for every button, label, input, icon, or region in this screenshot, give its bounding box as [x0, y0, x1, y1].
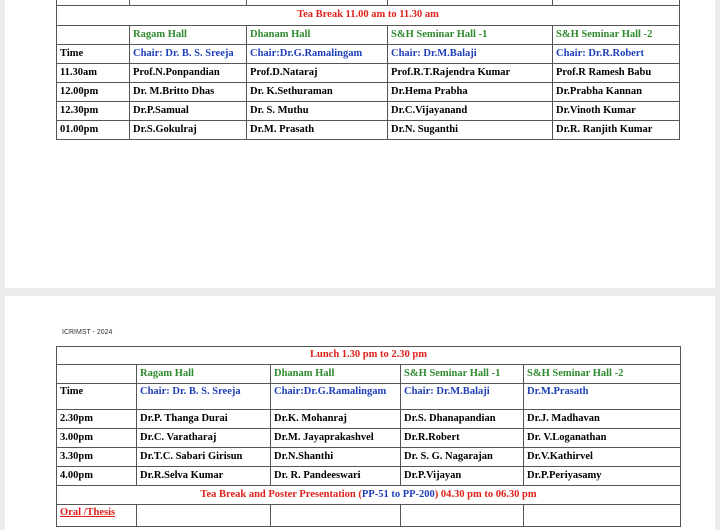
poster-prefix: Tea Break and Poster Presentation (	[200, 488, 362, 500]
lunch-break-label: Lunch 1.30 pm to 2.30 pm	[57, 347, 681, 365]
hall-sh-2: S&H Seminar Hall -2	[553, 26, 680, 45]
speaker-cell: Dr.Hema Prabha	[388, 83, 553, 102]
speaker-cell: Dr.C.Vijayanand	[388, 102, 553, 121]
speaker-cell: Prof.N.Ponpandian	[130, 64, 247, 83]
speaker-cell: Dr. S. Muthu	[247, 102, 388, 121]
speaker-cell: Dr.T.C. Sabari Girisun	[137, 448, 271, 467]
chair-ragam: Chair: Dr. B. S. Sreeja	[137, 384, 271, 410]
table-row	[57, 121, 680, 140]
break-row	[57, 6, 680, 26]
tea-break-label: Tea Break 11.00 am to 11.30 am	[57, 6, 680, 26]
time-header: Time	[57, 384, 137, 410]
poster-range: PP-51 to PP-200	[361, 488, 435, 500]
oral-thesis-label: Oral /Thesis	[57, 505, 137, 527]
time-cell: 2.30pm	[57, 410, 137, 429]
time-cell: 12.30pm	[57, 102, 130, 121]
speaker-cell: Dr. M.Britto Dhas	[130, 83, 247, 102]
table-row	[57, 102, 680, 121]
speaker-cell: Dr.P.Periyasamy	[524, 467, 681, 486]
speaker-cell: Dr.R. Ranjith Kumar	[553, 121, 680, 140]
poster-presentation-label	[57, 486, 681, 505]
table-row	[57, 467, 681, 486]
chair-row	[57, 45, 680, 64]
page-1	[5, 0, 715, 288]
poster-row	[57, 486, 681, 505]
speaker-cell: Dr.Vinoth Kumar	[553, 102, 680, 121]
time-cell: 4.00pm	[57, 467, 137, 486]
speaker-cell: Dr. V.Loganathan	[524, 429, 681, 448]
break-row	[57, 347, 681, 365]
speaker-cell: Dr.K. Mohanraj	[271, 410, 401, 429]
speaker-cell: Prof.D.Nataraj	[247, 64, 388, 83]
time-header: Time	[57, 45, 130, 64]
time-cell: 3.30pm	[57, 448, 137, 467]
hall-dhanam: Dhanam Hall	[271, 365, 401, 384]
hall-ragam: Ragam Hall	[130, 26, 247, 45]
time-cell: 12.00pm	[57, 83, 130, 102]
document-header: ICRIMST - 2024	[62, 329, 113, 336]
speaker-cell: Dr. S. G. Nagarajan	[401, 448, 524, 467]
time-cell: 3.00pm	[57, 429, 137, 448]
speaker-cell: Dr.C. Varatharaj	[137, 429, 271, 448]
speaker-cell: Dr.S.Gokulraj	[130, 121, 247, 140]
chair-sh-1: Chair: Dr.M.Balaji	[388, 45, 553, 64]
table-row	[57, 429, 681, 448]
speaker-cell: Dr.Prabha Kannan	[553, 83, 680, 102]
hall-sh-2: S&H Seminar Hall -2	[524, 365, 681, 384]
table-row	[57, 448, 681, 467]
speaker-cell: Dr.R.Selva Kumar	[137, 467, 271, 486]
speaker-cell: Dr.P. Thanga Durai	[137, 410, 271, 429]
page-2	[5, 296, 715, 530]
speaker-cell: Dr.M. Jayaprakashvel	[271, 429, 401, 448]
hall-sh-1: S&H Seminar Hall -1	[401, 365, 524, 384]
speaker-cell: Dr. R. Pandeeswari	[271, 467, 401, 486]
speaker-cell: Dr.S. Dhanapandian	[401, 410, 524, 429]
time-cell: 01.00pm	[57, 121, 130, 140]
chair-row	[57, 384, 681, 410]
speaker-cell: Dr.M. Prasath	[247, 121, 388, 140]
speaker-cell: Prof.R.T.Rajendra Kumar	[388, 64, 553, 83]
schedule-table-morning	[56, 0, 680, 140]
schedule-table-afternoon	[56, 346, 681, 527]
table-row	[57, 410, 681, 429]
speaker-cell: Dr.V.Kathirvel	[524, 448, 681, 467]
speaker-cell: Prof.R Ramesh Babu	[553, 64, 680, 83]
hall-row	[57, 365, 681, 384]
hall-row	[57, 26, 680, 45]
chair-sh-1: Chair: Dr.M.Balaji	[401, 384, 524, 410]
chair-ragam: Chair: Dr. B. S. Sreeja	[130, 45, 247, 64]
speaker-cell: Dr. K.Sethuraman	[247, 83, 388, 102]
chair-sh-2: Dr.M.Prasath	[524, 384, 681, 410]
poster-suffix: ) 04.30 pm to 06.30 pm	[434, 488, 537, 500]
chair-dhanam: Chair:Dr.G.Ramalingam	[247, 45, 388, 64]
hall-ragam: Ragam Hall	[137, 365, 271, 384]
speaker-cell: Dr.P.Vijayan	[401, 467, 524, 486]
chair-sh-2: Chair: Dr.R.Robert	[553, 45, 680, 64]
table-row	[57, 505, 681, 527]
time-cell: 11.30am	[57, 64, 130, 83]
speaker-cell: Dr.J. Madhavan	[524, 410, 681, 429]
speaker-cell: Dr.N.Shanthi	[271, 448, 401, 467]
speaker-cell: Dr.N. Suganthi	[388, 121, 553, 140]
hall-dhanam: Dhanam Hall	[247, 26, 388, 45]
table-row	[57, 83, 680, 102]
hall-sh-1: S&H Seminar Hall -1	[388, 26, 553, 45]
chair-dhanam: Chair:Dr.G.Ramalingam	[271, 384, 401, 410]
speaker-cell: Dr.P.Samual	[130, 102, 247, 121]
speaker-cell: Dr.R.Robert	[401, 429, 524, 448]
table-row	[57, 64, 680, 83]
